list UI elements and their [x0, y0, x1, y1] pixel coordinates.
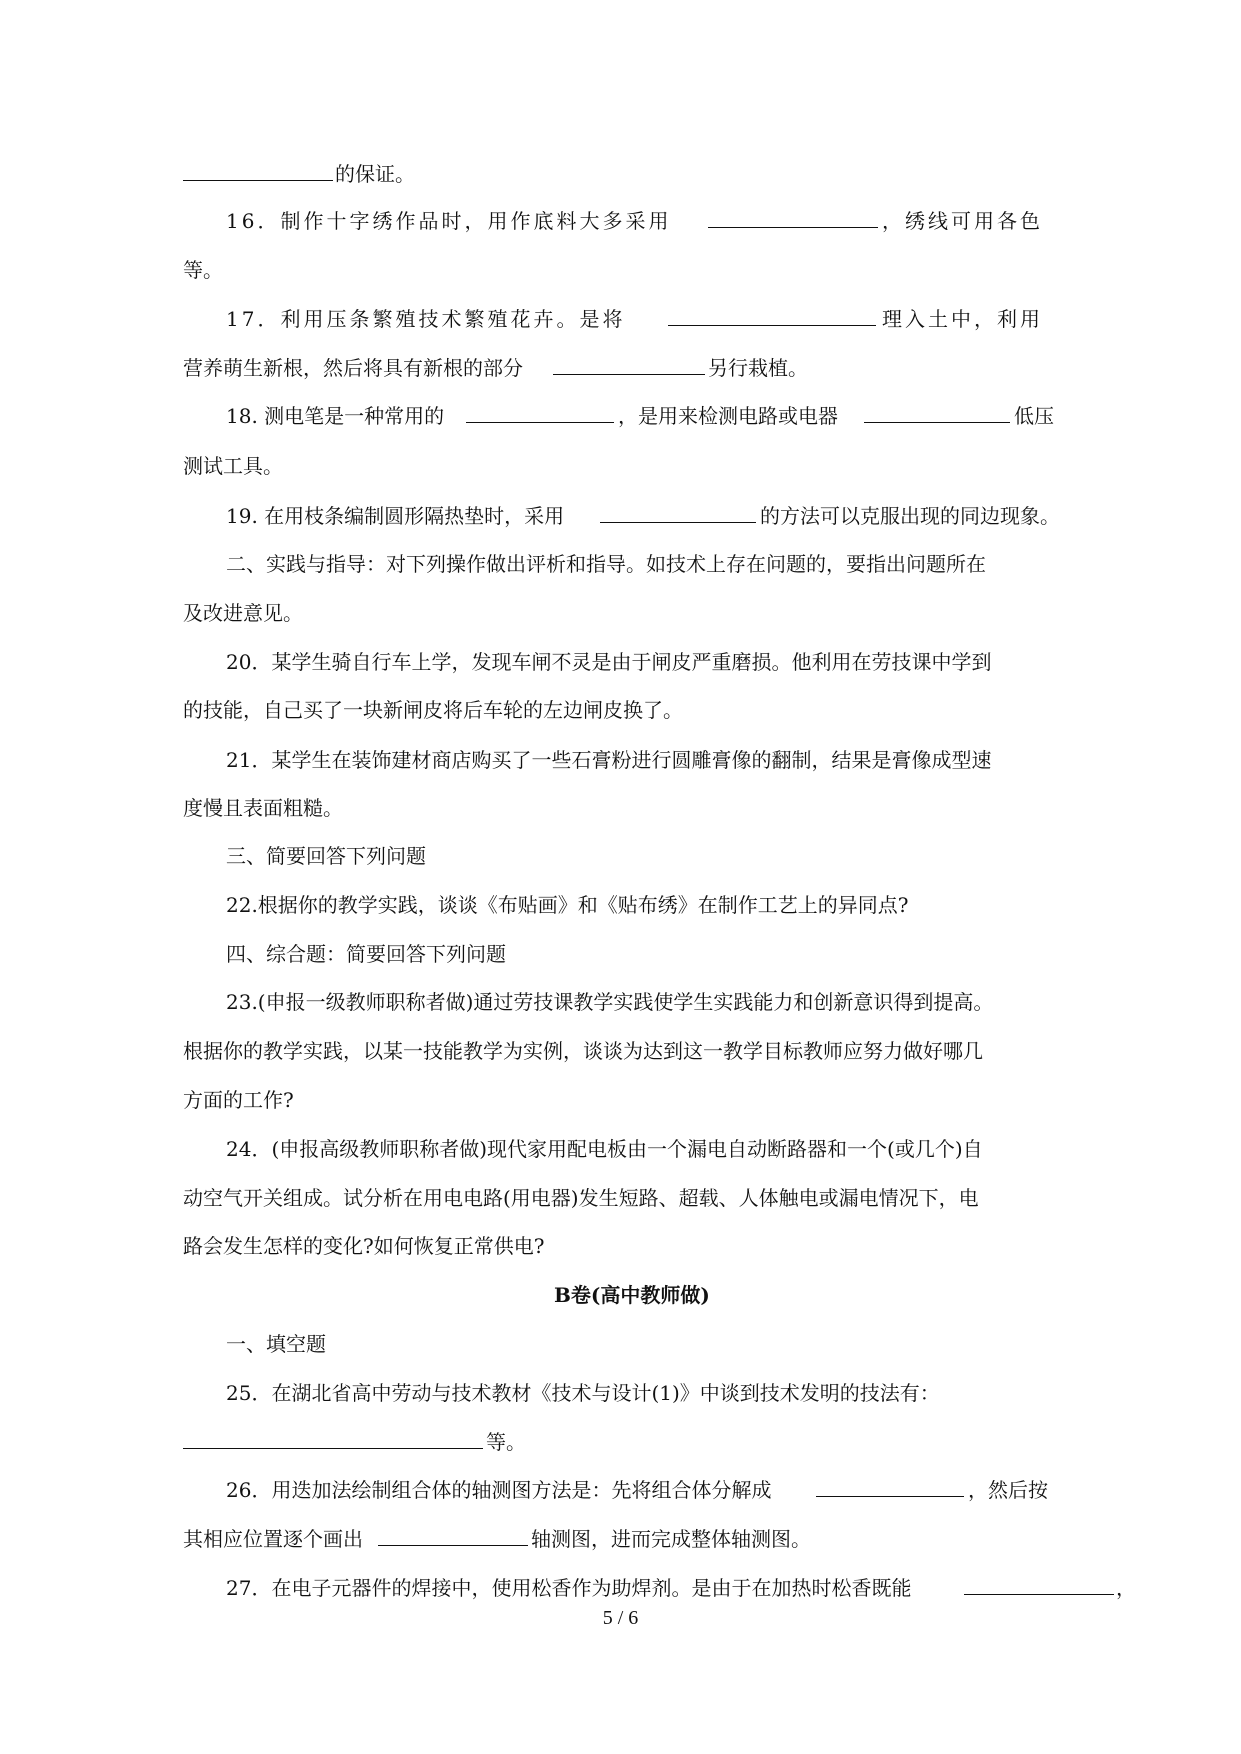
question-24: [0, 1133, 1241, 1165]
fill-blank: [816, 1496, 964, 1497]
text-segment: 动空气开关组成。试分析在用电电路(用电器)发生短路、超载、人体触电或漏电情况下，电: [183, 1186, 979, 1210]
text-line: [0, 254, 1241, 286]
text-segment: 测试工具。: [183, 454, 283, 478]
text-segment: ，绣线可用各色: [882, 209, 1043, 233]
text-line: [0, 694, 1241, 726]
question-18: [0, 400, 1241, 432]
text-segment: 27．在电子元器件的焊接中，使用松香作为助焊剂。是由于在加热时松香既能: [226, 1576, 912, 1600]
text-segment: 另行栽植。: [708, 356, 808, 380]
text-segment: 二、实践与指导：对下列操作做出评析和指导。如技术上存在问题的，要指出问题所在: [226, 552, 986, 576]
text-segment: 23.(申报一级教师职称者做)通过劳技课教学实践使学生实践能力和创新意识得到提高。: [226, 990, 994, 1014]
text-line: [0, 1084, 1241, 1116]
text-line: [0, 1182, 1241, 1214]
text-segment: ，: [1116, 1576, 1136, 1600]
question-22: [0, 889, 1241, 921]
paper-b-heading: [0, 1279, 1241, 1311]
text-line: [0, 1035, 1241, 1067]
text-segment: 及改进意见。: [183, 601, 303, 625]
fill-blank: [553, 374, 705, 375]
text-segment: 22.根据你的教学实践，谈谈《布贴画》和《贴布绣》在制作工艺上的异同点?: [226, 893, 909, 917]
text-segment: 营养萌生新根，然后将具有新根的部分: [183, 356, 523, 380]
text-segment: 轴测图，进而完成整体轴测图。: [531, 1527, 811, 1551]
text-line: [0, 450, 1241, 482]
text-segment: ，然后按: [968, 1478, 1048, 1502]
question-25: [0, 1377, 1241, 1409]
text-segment: 25．在湖北省高中劳动与技术教材《技术与设计(1)》中谈到技术发明的技法有：: [226, 1381, 940, 1405]
question-26: [0, 1474, 1241, 1506]
text-line: [0, 352, 1241, 384]
text-line: [0, 597, 1241, 629]
text-segment: 路会发生怎样的变化?如何恢复正常供电?: [183, 1234, 545, 1258]
question-21: [0, 744, 1241, 776]
text-segment: 的技能，自己买了一块新闸皮将后车轮的左边闸皮换了。: [183, 698, 683, 722]
fill-blank: [378, 1545, 528, 1546]
text-segment: 19. 在用枝条编制圆形隔热垫时，采用: [226, 504, 565, 528]
fill-blank: [466, 422, 614, 423]
section-heading: [0, 938, 1241, 970]
text-segment: 低压: [1014, 404, 1054, 428]
text-line: [0, 1523, 1241, 1555]
text-line: [0, 158, 1241, 190]
text-segment: 17．利用压条繁殖技术繁殖花卉。是将: [226, 307, 626, 331]
fill-blank: [183, 1448, 483, 1449]
text-segment: 21．某学生在装饰建材商店购买了一些石膏粉进行圆雕膏像的翻制，结果是膏像成型速: [226, 748, 992, 772]
fill-blank: [708, 227, 878, 228]
text-segment: 等。: [486, 1430, 526, 1454]
text-line: [0, 1230, 1241, 1262]
text-segment: 理入土中，利用: [882, 307, 1043, 331]
text-segment: 三、简要回答下列问题: [226, 844, 426, 868]
fill-blank: [964, 1594, 1114, 1595]
text-segment: 16．制作十字绣作品时，用作底料大多采用: [226, 209, 672, 233]
text-segment: 的保证。: [335, 162, 415, 186]
text-segment: 一、填空题: [226, 1332, 326, 1356]
section-heading: [0, 1328, 1241, 1360]
text-segment: 26．用迭加法绘制组合体的轴测图方法是：先将组合体分解成: [226, 1478, 772, 1502]
section-heading: [0, 548, 1241, 580]
question-19: [0, 500, 1241, 532]
text-segment: 四、综合题：简要回答下列问题: [226, 942, 506, 966]
text-line: [0, 1426, 1241, 1458]
text-segment: 的方法可以克服出现的同边现象。: [760, 504, 1060, 528]
text-segment: 其相应位置逐个画出: [183, 1527, 363, 1551]
question-27: [0, 1572, 1241, 1604]
fill-blank: [183, 180, 333, 181]
fill-blank: [668, 325, 876, 326]
text-segment: 度慢且表面粗糙。: [183, 796, 343, 820]
page-number: 5 / 6: [602, 1607, 639, 1629]
text-segment: 20．某学生骑自行车上学，发现车闸不灵是由于闸皮严重磨损。他利用在劳技课中学到: [226, 650, 992, 674]
question-17: [0, 303, 1241, 335]
text-segment: B卷(高中教师做): [554, 1283, 710, 1307]
section-heading: [0, 840, 1241, 872]
question-16: [0, 205, 1241, 237]
text-segment: ，是用来检测电路或电器: [618, 404, 838, 428]
fill-blank: [600, 522, 756, 523]
fill-blank: [864, 422, 1010, 423]
text-segment: 根据你的教学实践，以某一技能教学为实例，谈谈为达到这一教学目标教师应努力做好哪几: [183, 1039, 983, 1063]
text-segment: 等。: [183, 258, 223, 282]
text-segment: 18. 测电笔是一种常用的: [226, 404, 445, 428]
text-line: [0, 792, 1241, 824]
text-segment: 24．(申报高级教师职称者做)现代家用配电板由一个漏电自动断路器和一个(或几个)自: [226, 1137, 983, 1161]
question-23: [0, 986, 1241, 1018]
text-segment: 方面的工作?: [183, 1088, 294, 1112]
question-20: [0, 646, 1241, 678]
